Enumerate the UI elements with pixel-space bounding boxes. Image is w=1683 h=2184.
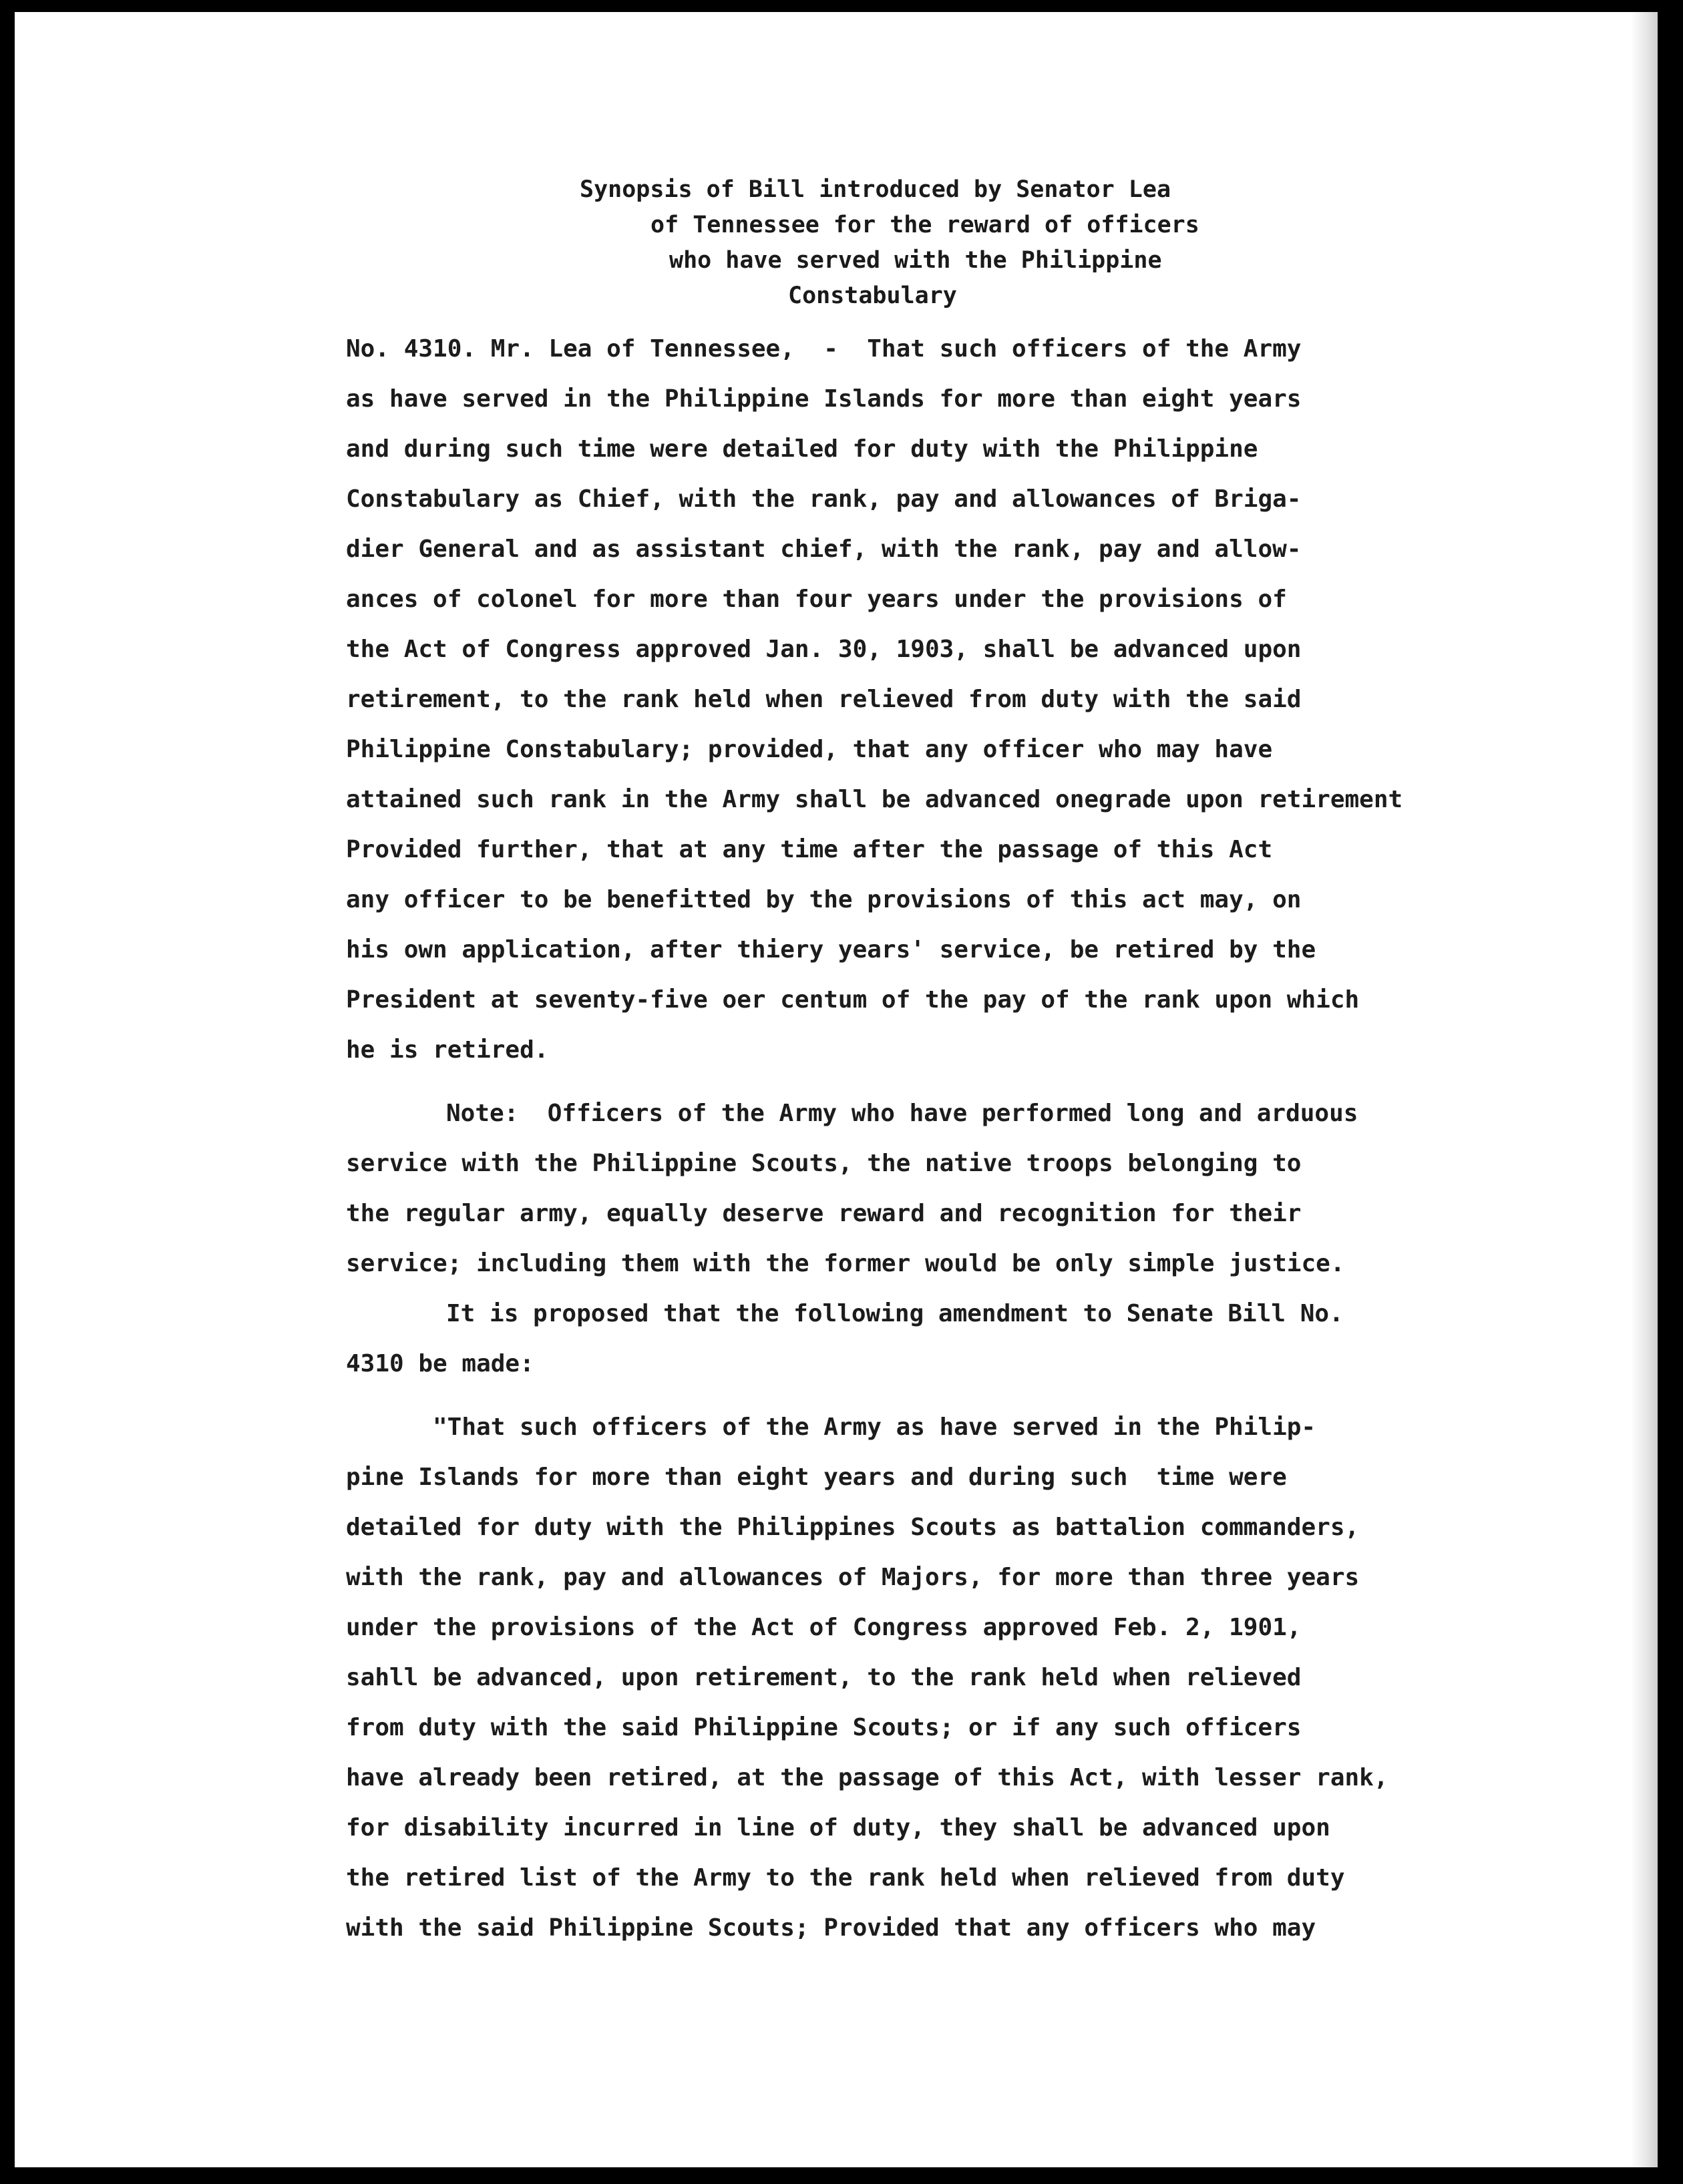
title-line-2: of Tennessee for the reward of officers [650,212,1199,238]
bill-line: as have served in the Philippine Islands for more than eight years [346,385,1302,413]
bill-line: ances of colonel for more than four years under the provisions of [346,586,1287,613]
bill-line: and during such time were detailed for duty with the Philippine [346,435,1258,463]
bill-line: Philippine Constabulary; provided, that any officer who may have [346,736,1273,763]
page-edge-shadow [1631,12,1658,2167]
bill-line: dier General and as assistant chief, with the rank, pay and allow- [346,535,1302,563]
bill-line: he is retired. [346,1036,549,1064]
title-line-3: who have served with the Philippine [669,247,1162,274]
amendment-line: pine Islands for more than eight years and during such time were [346,1464,1287,1491]
amendment-line: for disability incurred in line of duty, they shall be advanced upon [346,1814,1330,1841]
amendment-line: with the said Philippine Scouts; Provided that any officers who may [346,1914,1316,1942]
title-line-1: Synopsis of Bill introduced by Senator Lea [580,176,1171,203]
amendment-line: the retired list of the Army to the rank held when relieved from duty [346,1864,1345,1892]
bill-line: No. 4310. Mr. Lea of Tennessee, - That such officers of the Army [346,335,1302,363]
note-line: the regular army, equally deserve reward and recognition for their [346,1200,1302,1227]
note-line: Note: Officers of the Army who have performed long and arduous [446,1100,1358,1127]
amendment-line: detailed for duty with the Philippines Scouts as battalion commanders, [346,1514,1360,1541]
proposal-line: It is proposed that the following amendment to Senate Bill No. [446,1300,1344,1327]
document-title [15,172,1658,314]
amendment-line: with the rank, pay and allowances of Majors, for more than three years [346,1564,1360,1591]
note-line: service; including them with the former would be only simple justice. [346,1250,1345,1277]
amendment-line: have already been retired, at the passage of this Act, with lesser rank, [346,1764,1388,1791]
bill-line: Constabulary as Chief, with the rank, pay and allowances of Briga- [346,485,1302,513]
amendment-line: sahll be advanced, upon retirement, to the rank held when relieved [346,1664,1302,1691]
title-line-4: Constabulary [788,282,957,309]
document-page [15,12,1658,2167]
amendment-line: "That such officers of the Army as have served in the Philip- [433,1413,1316,1441]
amendment-line: under the provisions of the Act of Congress approved Feb. 2, 1901, [346,1614,1302,1641]
bill-line: Provided further, that at any time after the passage of this Act [346,836,1273,863]
bill-line: retirement, to the rank held when relieved from duty with the said [346,686,1302,713]
bill-line: attained such rank in the Army shall be advanced onegrade upon retirement [346,786,1403,813]
amendment-line: from duty with the said Philippine Scouts; or if any such officers [346,1714,1302,1741]
bill-line: any officer to be benefitted by the provisions of this act may, on [346,886,1302,913]
bill-line: the Act of Congress approved Jan. 30, 1903, shall be advanced upon [346,636,1302,663]
proposal-line: 4310 be made: [346,1350,534,1377]
bill-line: President at seventy-five oer centum of the pay of the rank upon which [346,986,1360,1014]
note-line: service with the Philippine Scouts, the native troops belonging to [346,1150,1302,1177]
bill-line: his own application, after thiery years' service, be retired by the [346,936,1316,963]
